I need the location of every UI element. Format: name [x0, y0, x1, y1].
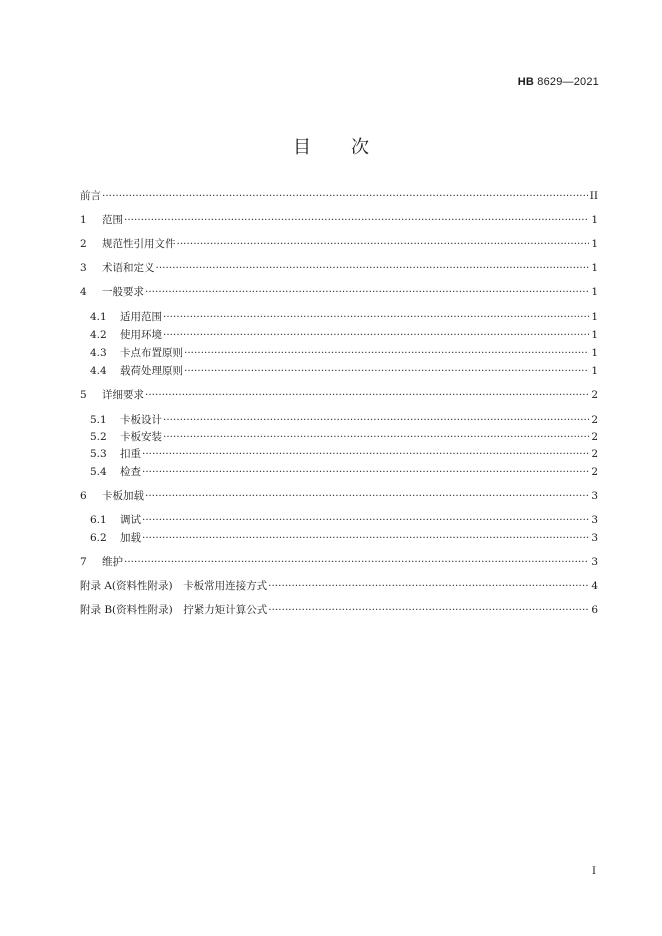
page-number: I: [592, 866, 596, 877]
toc-leader-dots: [145, 488, 589, 504]
toc-entry-title: 卡板安装: [120, 431, 162, 443]
toc-entry-page: 1: [591, 347, 598, 359]
toc-leader-dots: [184, 345, 589, 361]
toc-leader-dots: [142, 530, 589, 546]
toc-entry-page: 2: [591, 389, 598, 401]
toc-entry-title: 适用范围: [120, 311, 162, 323]
toc-leader-dots: [156, 260, 590, 276]
toc-entry-page: II: [589, 190, 598, 202]
toc-entry-title: 附录 A(资料性附录) 卡板常用连接方式: [80, 580, 268, 592]
toc-entry-title: 规范性引用文件: [102, 238, 176, 250]
toc-entry[interactable]: [80, 284, 598, 300]
toc-entry-number: 6.2: [90, 532, 107, 544]
toc-entry-page: 1: [591, 262, 598, 274]
toc-leader-dots: [145, 387, 589, 403]
toc-entry[interactable]: [90, 412, 598, 428]
standard-number: 8629—2021: [534, 76, 599, 88]
toc-entry[interactable]: [80, 387, 598, 403]
toc-entry[interactable]: [90, 530, 598, 546]
toc-entry-title: 卡板加载: [102, 490, 144, 502]
toc-entry-page: 1: [591, 311, 598, 323]
toc-entry-number: 6.1: [90, 514, 107, 526]
standard-prefix: HB: [517, 76, 534, 88]
toc-entry-page: 3: [591, 514, 598, 526]
toc-entry[interactable]: [80, 212, 598, 228]
toc-entry-number: 5.3: [90, 448, 107, 460]
toc-entry[interactable]: [80, 488, 598, 504]
toc-entry-page: 4: [591, 580, 598, 592]
standard-code: [518, 76, 599, 88]
toc-entry-number: 2: [80, 238, 87, 250]
toc-entry-title: 一般要求: [102, 286, 144, 298]
toc-entry[interactable]: [90, 327, 598, 343]
toc-entry-page: 3: [591, 490, 598, 502]
toc-entry-title: 术语和定义: [102, 262, 155, 274]
toc-entry-title: 扣重: [120, 448, 141, 460]
toc-leader-dots: [142, 512, 589, 528]
toc-entry[interactable]: [80, 602, 598, 618]
toc-entry[interactable]: [80, 260, 598, 276]
toc-leader-dots: [142, 446, 589, 462]
toc-entry-title: 范围: [102, 214, 123, 226]
toc-entry-number: 3: [80, 262, 87, 274]
toc-entry-number: 5: [80, 389, 87, 401]
toc-entry-number: 4.3: [90, 347, 107, 359]
toc-entry-page: 3: [591, 556, 598, 568]
page-title: 目次: [293, 137, 409, 158]
toc-leader-dots: [268, 578, 589, 594]
toc-entry-title: 维护: [102, 556, 123, 568]
toc-entry[interactable]: [90, 446, 598, 462]
toc-entry-title: 载荷处理原则: [120, 365, 183, 377]
toc-leader-dots: [184, 363, 589, 379]
toc-entry-page: 2: [591, 466, 598, 478]
toc-entry-title: 加载: [120, 532, 141, 544]
toc-entry-number: 4.2: [90, 329, 107, 341]
toc-entry[interactable]: [90, 512, 598, 528]
toc-entry-number: 1: [80, 214, 87, 226]
toc-entry[interactable]: [80, 578, 598, 594]
toc-leader-dots: [163, 412, 589, 428]
toc-entry[interactable]: [90, 309, 598, 325]
toc-entry-number: 4: [80, 286, 87, 298]
toc-entry-title: 详细要求: [102, 389, 144, 401]
toc-leader-dots: [102, 188, 588, 204]
toc-entry-number: 4.4: [90, 365, 107, 377]
toc-entry-title: 调试: [120, 514, 141, 526]
toc-entry-page: 2: [591, 448, 598, 460]
toc-entry-title: 使用环境: [120, 329, 162, 341]
toc-entry[interactable]: [90, 464, 598, 480]
toc-entry-page: 1: [591, 365, 598, 377]
toc-entry-page: 6: [591, 604, 598, 616]
toc-entry-page: 1: [591, 214, 598, 226]
toc-leader-dots: [163, 327, 589, 343]
toc-entry-page: 3: [591, 532, 598, 544]
toc-entry-number: 5.4: [90, 466, 107, 478]
toc-entry-page: 2: [591, 431, 598, 443]
toc-entry-title: 卡点布置原则: [120, 347, 183, 359]
toc-entry-title: 检查: [120, 466, 141, 478]
toc-leader-dots: [177, 236, 590, 252]
toc-leader-dots: [142, 464, 589, 480]
toc-entry-title: 附录 B(资料性附录) 拧紧力矩计算公式: [80, 604, 268, 616]
toc-entry-page: 1: [591, 329, 598, 341]
toc-leader-dots: [163, 429, 589, 445]
toc-entry-number: 5.2: [90, 431, 107, 443]
toc-entry[interactable]: [80, 554, 598, 570]
toc-entry-number: 4.1: [90, 311, 107, 323]
toc-entry-number: 6: [80, 490, 87, 502]
toc-entry[interactable]: [80, 188, 598, 204]
toc-leader-dots: [124, 212, 589, 228]
toc-entry-title: 卡板设计: [120, 414, 162, 426]
toc-entry-number: 5.1: [90, 414, 107, 426]
toc-leader-dots: [268, 602, 589, 618]
toc-entry[interactable]: [90, 345, 598, 361]
toc-entry[interactable]: [80, 236, 598, 252]
toc-entry-page: 2: [591, 414, 598, 426]
toc-entry[interactable]: [90, 363, 598, 379]
toc-entry-page: 1: [591, 286, 598, 298]
toc-entry-page: 1: [591, 238, 598, 250]
toc-leader-dots: [124, 554, 589, 570]
toc-entry-title: 前言: [80, 190, 101, 202]
toc-leader-dots: [145, 284, 589, 300]
toc-leader-dots: [163, 309, 589, 325]
toc-entry-number: 7: [80, 556, 87, 568]
toc-entry[interactable]: [90, 429, 598, 445]
